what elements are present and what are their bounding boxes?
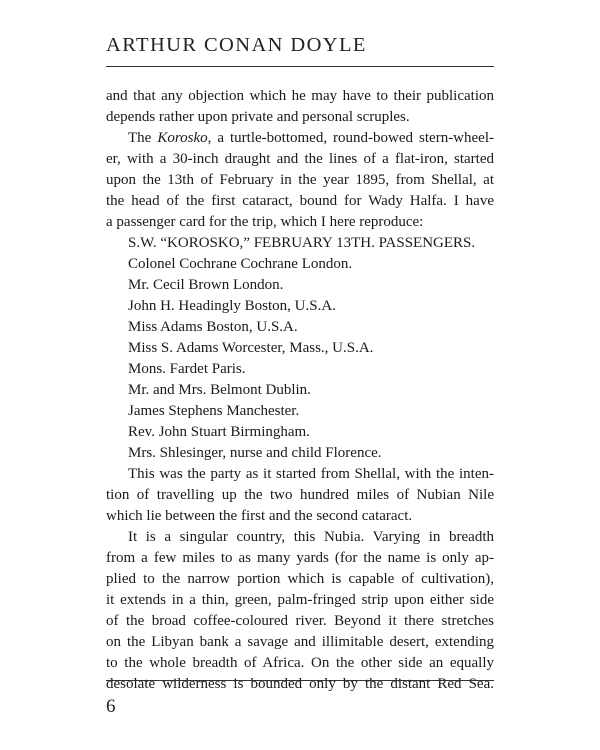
running-header: ARTHUR CONAN DOYLE: [106, 34, 367, 56]
para4-line-6: on the Libyan bank a savage and illimitable desert, extending: [106, 634, 494, 650]
para1-line-1: and that any objection which he may have to their publication: [106, 88, 494, 104]
para4-line-7: to the whole breadth of Africa. On the other side an equally: [106, 655, 494, 671]
footer-rule: [106, 680, 494, 681]
para4-line-4: it extends in a thin, green, palm-fringed strip upon either side: [106, 592, 494, 608]
para3-line-1: This was the party as it started from Shellal, with the inten-: [128, 466, 494, 482]
para2-line-2: er, with a 30-inch draught and the lines of a flat-iron, started: [106, 151, 494, 167]
passenger-entry: Miss Adams Boston, U.S.A.: [128, 319, 298, 335]
para2-line-4: the head of the first cataract, bound for Wady Halfa. I have: [106, 193, 494, 209]
passenger-entry: James Stephens Manchester.: [128, 403, 300, 419]
para4-line-8: desolate wilderness is bounded only by the distant Red Sea.: [106, 676, 494, 692]
para1-line-2: depends rather upon private and personal scruples.: [106, 109, 410, 125]
page-body: [106, 86, 494, 695]
para2-line-1: [106, 128, 494, 149]
ship-name: Korosko: [157, 130, 208, 146]
passenger-entry: John H. Headingly Boston, U.S.A.: [128, 298, 336, 314]
page-number: 6: [106, 696, 116, 717]
para4-line-3: plied to the narrow portion which is capable of cultivation),: [106, 571, 494, 587]
passenger-entry: Mr. Cecil Brown London.: [128, 277, 284, 293]
para2-lead: The: [128, 130, 158, 146]
para4-line-2: from a few miles to as many yards (for the name is only ap-: [106, 550, 494, 566]
passenger-entry: Mrs. Shlesinger, nurse and child Florence.: [128, 445, 382, 461]
para3-line-2: tion of travelling up the two hundred miles of Nubian Nile: [106, 487, 494, 503]
passenger-entry: Rev. John Stuart Birmingham.: [128, 424, 310, 440]
passenger-card-heading: S.W. “KOROSKO,” FEBRUARY 13TH. PASSENGERS.: [128, 235, 476, 251]
para2-line-1-rest: , a turtle-bottomed, round-bowed stern-wheel-: [207, 130, 494, 146]
para3-line-3: which lie between the first and the second cataract.: [106, 508, 413, 524]
passenger-entry: Mr. and Mrs. Belmont Dublin.: [128, 382, 311, 398]
passenger-entry: Miss S. Adams Worcester, Mass., U.S.A.: [128, 340, 374, 356]
para4-line-1: It is a singular country, this Nubia. Varying in breadth: [128, 529, 494, 545]
passenger-entry: Colonel Cochrane Cochrane London.: [128, 256, 353, 272]
passenger-entry: Mons. Fardet Paris.: [128, 361, 246, 377]
header-rule: [106, 66, 494, 67]
para2-line-5: a passenger card for the trip, which I here reproduce:: [106, 214, 424, 230]
para2-line-3: upon the 13th of February in the year 1895, from Shellal, at: [106, 172, 494, 188]
para4-line-5: of the broad coffee-coloured river. Beyond it there stretches: [106, 613, 494, 629]
